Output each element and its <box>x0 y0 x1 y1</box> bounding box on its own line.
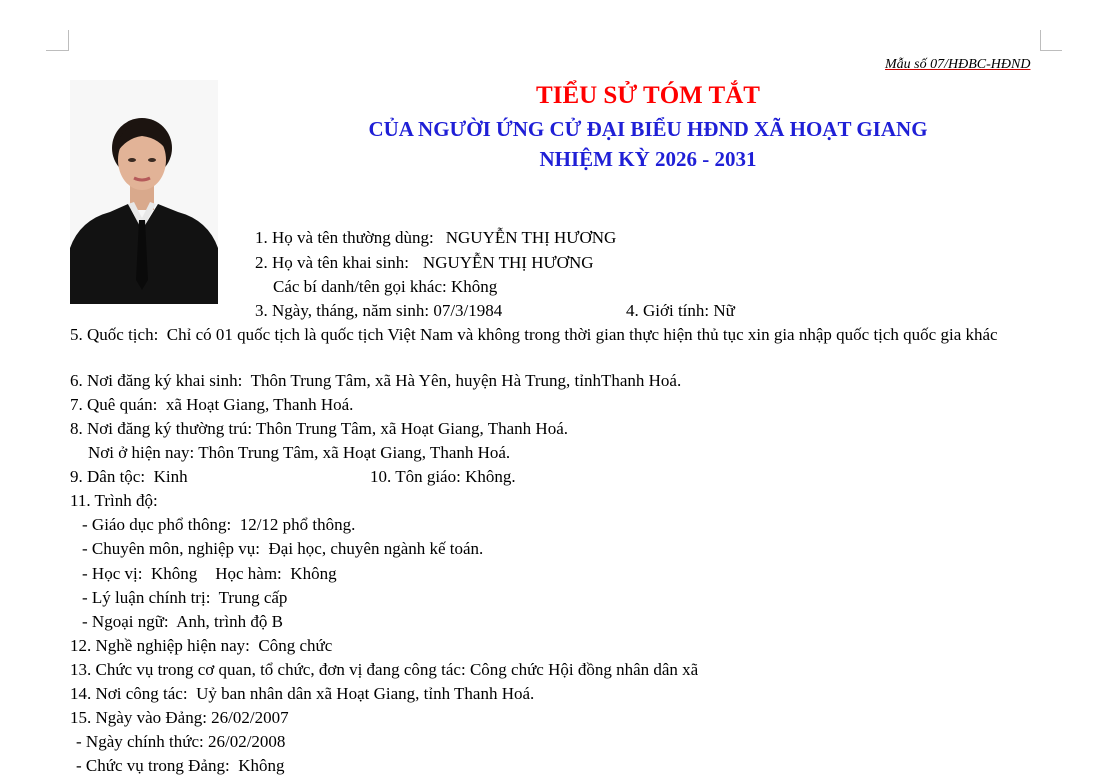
foreign-language-label: - Ngoại ngữ: <box>82 612 169 631</box>
field-party-position <box>76 756 284 776</box>
party-position-label: - Chức vụ trong Đảng: <box>76 756 230 775</box>
party-official-date-value: 26/02/2008 <box>207 732 286 751</box>
party-official-date-label: - Ngày chính thức: <box>76 732 204 751</box>
birth-name-value: NGUYỄN THỊ HƯƠNG <box>422 253 594 272</box>
political-theory-value: Trung cấp <box>218 588 288 607</box>
field-common-name <box>255 228 616 248</box>
field-ethnicity <box>70 467 188 487</box>
academic-title-label: Học hàm: <box>215 564 282 583</box>
religion-value: Không. <box>465 467 516 486</box>
field-permanent-residence <box>70 419 568 439</box>
field-degree <box>82 564 337 584</box>
current-residence-label: Nơi ở hiện nay: <box>88 443 195 462</box>
dob-value: 07/3/1984 <box>433 301 503 320</box>
portrait-photo <box>70 80 218 304</box>
common-name-value: NGUYỄN THỊ HƯƠNG <box>445 228 617 247</box>
field-position <box>70 660 698 680</box>
ethnicity-value: Kinh <box>153 467 188 486</box>
field-workplace <box>70 684 534 704</box>
party-join-date-label: 15. Ngày vào Đảng: <box>70 708 207 727</box>
permanent-residence-label: 8. Nơi đăng ký thường trú: <box>70 419 253 438</box>
specialty-value: Đại học, chuyên ngành kế toán. <box>268 539 484 558</box>
foreign-language-value: Anh, trình độ B <box>176 612 283 631</box>
field-aliases <box>273 277 497 297</box>
field-religion <box>370 467 516 487</box>
occupation-label: 12. Nghề nghiệp hiện nay: <box>70 636 250 655</box>
field-occupation <box>70 636 332 656</box>
education-header: 11. Trình độ: <box>70 491 158 510</box>
field-nationality <box>70 325 1030 345</box>
field-hometown <box>70 395 353 415</box>
hometown-value: xã Hoạt Giang, Thanh Hoá. <box>165 395 354 414</box>
aliases-label: Các bí danh/tên gọi khác: <box>273 277 447 296</box>
field-party-official-date <box>76 732 285 752</box>
ethnicity-label: 9. Dân tộc: <box>70 467 146 486</box>
position-label: 13. Chức vụ trong cơ quan, tổ chức, đơn vị đang công tác: <box>70 660 466 679</box>
form-number <box>885 57 1030 73</box>
field-specialty <box>82 539 483 559</box>
party-position-value: Không <box>238 756 285 775</box>
degree-label: - Học vị: <box>82 564 143 583</box>
current-residence-value: Thôn Trung Tâm, xã Hoạt Giang, Thanh Hoá. <box>198 443 511 462</box>
form-number-prefix: Mẫu số 07/ <box>885 57 948 72</box>
position-value: Công chức Hội đồng nhân dân xã <box>469 660 699 679</box>
field-political-theory <box>82 588 287 608</box>
birth-registration-value: Thôn Trung Tâm, xã Hà Yên, huyện Hà Trung, tỉnhThanh Hoá. <box>250 371 682 390</box>
degree-value: Không <box>150 564 198 583</box>
academic-title-value: Không <box>290 564 337 583</box>
birth-name-label: 2. Họ và tên khai sinh: <box>255 253 409 272</box>
document-subtitle: CỦA NGƯỜI ỨNG CỬ ĐẠI BIỂU HĐND XÃ HOẠT GIANG <box>368 117 928 141</box>
party-join-date-value: 26/02/2007 <box>211 708 289 727</box>
field-gender <box>626 301 735 321</box>
common-name-label: 1. Họ và tên thường dùng: <box>255 228 434 247</box>
specialty-label: - Chuyên môn, nghiệp vụ: <box>82 539 261 558</box>
field-dob <box>255 301 502 321</box>
document-title: TIỂU SỬ TÓM TẮT <box>536 82 760 109</box>
hometown-label: 7. Quê quán: <box>70 395 158 414</box>
religion-label: 10. Tôn giáo: <box>370 467 461 486</box>
crop-mark-top-right <box>1040 50 1062 51</box>
crop-mark-top-left-vertical <box>68 30 69 51</box>
aliases-value: Không <box>450 277 498 296</box>
workplace-label: 14. Nơi công tác: <box>70 684 188 703</box>
dob-label: 3. Ngày, tháng, năm sinh: <box>255 301 430 320</box>
field-birth-name <box>255 253 594 273</box>
gender-value: Nữ <box>713 301 735 320</box>
general-education-label: - Giáo dục phổ thông: <box>82 515 232 534</box>
gender-label: 4. Giới tính: <box>626 301 710 320</box>
political-theory-label: - Lý luận chính trị: <box>82 588 211 607</box>
workplace-value: Uỷ ban nhân dân xã Hoạt Giang, tỉnh Thanh Hoá. <box>196 684 535 703</box>
field-party-join-date <box>70 708 289 728</box>
field-current-residence <box>88 443 510 463</box>
birth-registration-label: 6. Nơi đăng ký khai sinh: <box>70 371 243 390</box>
crop-mark-top-right-vertical <box>1040 30 1041 51</box>
permanent-residence-value: Thôn Trung Tâm, xã Hoạt Giang, Thanh Hoá. <box>256 419 568 438</box>
nationality-value: Chỉ có 01 quốc tịch là quốc tịch Việt Nam và không trong thời gian thực hiện thủ tục xin gia nhập quốc tịch quốc gia khác <box>166 325 998 344</box>
crop-mark-top-left <box>46 50 68 51</box>
nationality-label: 5. Quốc tịch: <box>70 325 159 344</box>
general-education-value: 12/12 phổ thông. <box>239 515 356 534</box>
document-term: NHIỆM KỲ 2026 - 2031 <box>539 147 757 171</box>
field-general-education <box>82 515 355 535</box>
field-foreign-language <box>82 612 283 632</box>
occupation-value: Công chức <box>258 636 333 655</box>
form-number-code: HĐBC-HĐND <box>948 57 1031 72</box>
field-birth-registration <box>70 371 681 391</box>
